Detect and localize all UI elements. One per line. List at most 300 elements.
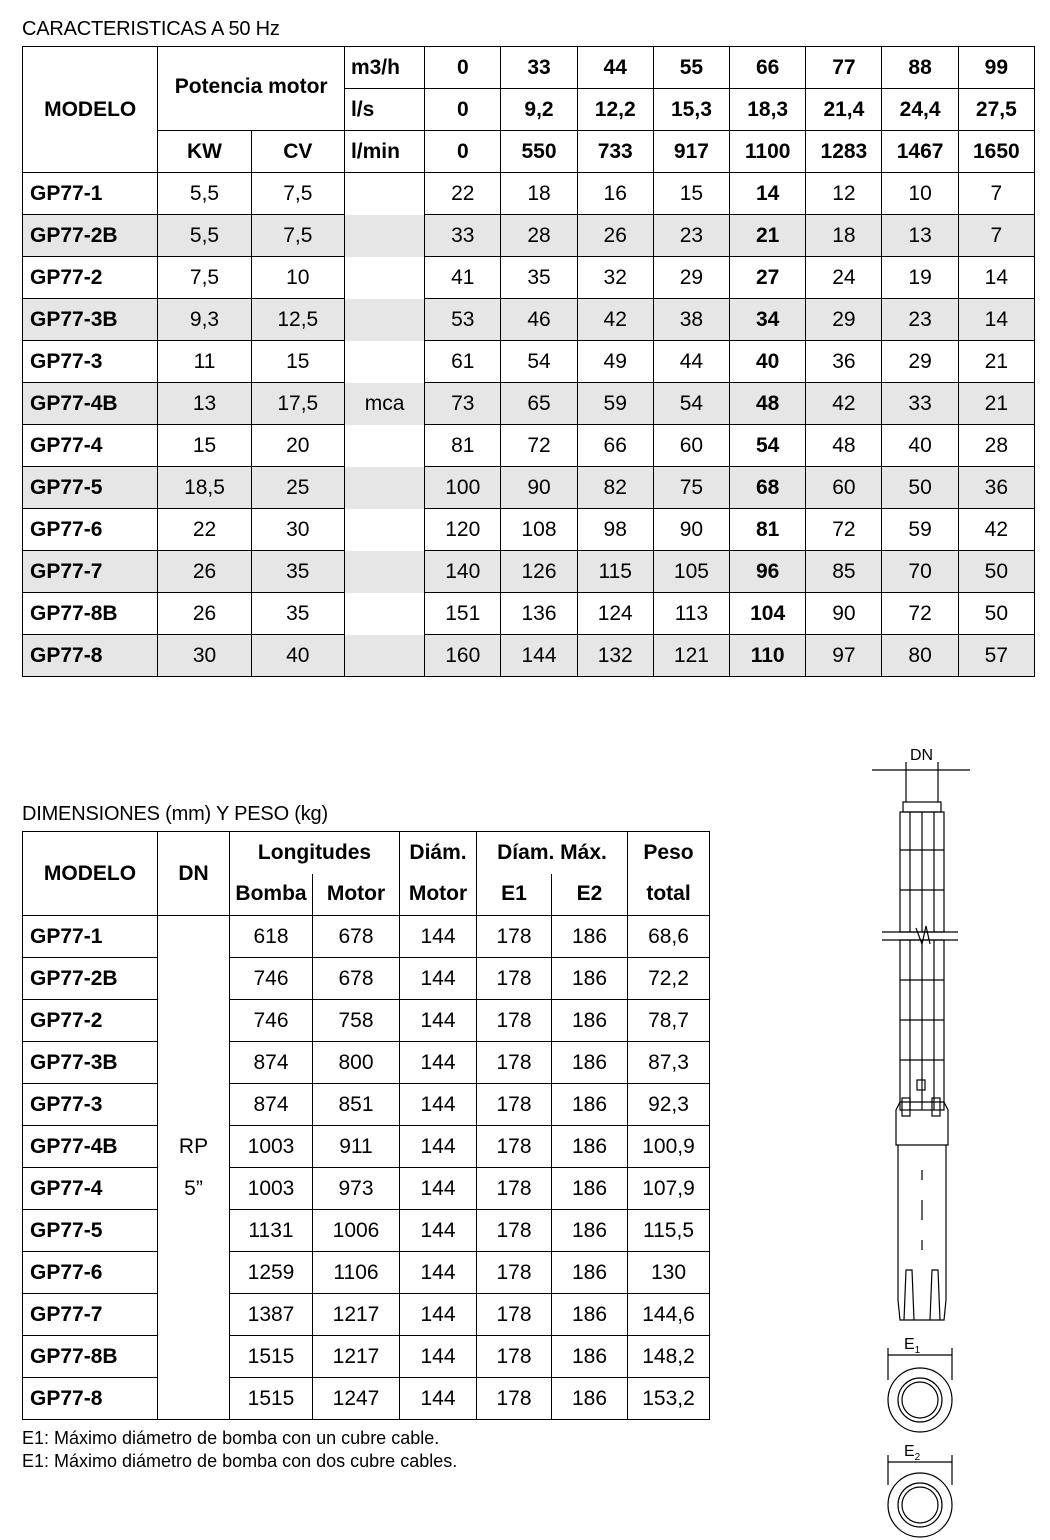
table-row — [23, 299, 1035, 341]
header-flow-m3h: 44 — [577, 47, 653, 89]
bomba-cell: 746 — [230, 1000, 313, 1042]
head-value-cell: 27 — [730, 257, 806, 299]
motor-cell: 973 — [313, 1168, 400, 1210]
header-dn: DN — [158, 832, 230, 916]
head-value-cell: 96 — [730, 551, 806, 593]
cv-cell: 30 — [251, 509, 344, 551]
model-cell: GP77-2B — [23, 958, 158, 1000]
cv-cell: 35 — [251, 551, 344, 593]
head-value-cell: 124 — [577, 593, 653, 635]
header-longitudes: Longitudes — [230, 832, 400, 874]
peso-cell: 115,5 — [628, 1210, 710, 1252]
e1-cell: 178 — [477, 1042, 552, 1084]
head-value-cell: 23 — [882, 299, 958, 341]
table-row — [23, 593, 1035, 635]
head-value-cell: 12 — [806, 173, 882, 215]
head-unit-cell — [344, 173, 424, 215]
diam-cell: 144 — [400, 1168, 477, 1210]
dn-cell: 5” — [158, 1168, 230, 1210]
table-row — [23, 1378, 710, 1420]
model-cell: GP77-4 — [23, 1168, 158, 1210]
head-unit-cell: mca — [344, 383, 424, 425]
model-cell: GP77-2 — [23, 1000, 158, 1042]
table-row — [23, 1042, 710, 1084]
table-row — [23, 958, 710, 1000]
head-value-cell: 49 — [577, 341, 653, 383]
kw-cell: 9,3 — [158, 299, 251, 341]
head-value-cell: 82 — [577, 467, 653, 509]
head-value-cell: 85 — [806, 551, 882, 593]
head-value-cell: 97 — [806, 635, 882, 677]
head-value-cell: 10 — [882, 173, 958, 215]
kw-cell: 18,5 — [158, 467, 251, 509]
peso-cell: 87,3 — [628, 1042, 710, 1084]
header-flow-lmin: 917 — [653, 131, 729, 173]
table-row — [23, 173, 1035, 215]
bomba-cell: 1515 — [230, 1336, 313, 1378]
head-value-cell: 115 — [577, 551, 653, 593]
model-cell: GP77-8B — [23, 1336, 158, 1378]
e1-cell: 178 — [477, 1210, 552, 1252]
head-value-cell: 33 — [882, 383, 958, 425]
e2-cell: 186 — [552, 1084, 628, 1126]
model-cell: GP77-5 — [23, 1210, 158, 1252]
cv-cell: 20 — [251, 425, 344, 467]
model-cell: GP77-2 — [23, 257, 158, 299]
bomba-cell: 618 — [230, 916, 313, 958]
head-value-cell: 22 — [425, 173, 501, 215]
head-value-cell: 7 — [958, 173, 1034, 215]
header-kw: KW — [158, 131, 251, 173]
diam-cell: 144 — [400, 1210, 477, 1252]
head-value-cell: 60 — [653, 425, 729, 467]
table-row — [23, 551, 1035, 593]
kw-cell: 13 — [158, 383, 251, 425]
head-value-cell: 98 — [577, 509, 653, 551]
model-cell: GP77-7 — [23, 1294, 158, 1336]
header-cv: CV — [251, 131, 344, 173]
peso-cell: 68,6 — [628, 916, 710, 958]
e2-cell: 186 — [552, 916, 628, 958]
dn-cell — [158, 1000, 230, 1042]
header-e1: E1 — [477, 874, 552, 916]
bomba-cell: 874 — [230, 1042, 313, 1084]
head-value-cell: 18 — [806, 215, 882, 257]
kw-cell: 26 — [158, 593, 251, 635]
motor-cell: 1247 — [313, 1378, 400, 1420]
header-potencia: Potencia motor — [158, 47, 345, 131]
e1-cell: 178 — [477, 1000, 552, 1042]
head-value-cell: 42 — [577, 299, 653, 341]
table-row — [23, 257, 1035, 299]
kw-cell: 5,5 — [158, 173, 251, 215]
peso-cell: 153,2 — [628, 1378, 710, 1420]
bomba-cell: 1003 — [230, 1126, 313, 1168]
head-value-cell: 42 — [806, 383, 882, 425]
motor-cell: 1217 — [313, 1294, 400, 1336]
head-value-cell: 80 — [882, 635, 958, 677]
note-e1: E1: Máximo diámetro de bomba con un cubre cable. — [22, 1428, 440, 1448]
e1-cell: 178 — [477, 1252, 552, 1294]
header-flow-m3h: 99 — [958, 47, 1034, 89]
characteristics-table — [22, 46, 1035, 677]
break-symbol — [916, 926, 930, 944]
model-cell: GP77-3B — [23, 1042, 158, 1084]
header-flow-ls: 0 — [425, 89, 501, 131]
head-value-cell: 21 — [958, 341, 1034, 383]
e1-cell: 178 — [477, 1336, 552, 1378]
diam-cell: 144 — [400, 1126, 477, 1168]
header-flow-ls: 18,3 — [730, 89, 806, 131]
head-value-cell: 160 — [425, 635, 501, 677]
diam-cell: 144 — [400, 1000, 477, 1042]
peso-cell: 72,2 — [628, 958, 710, 1000]
head-value-cell: 110 — [730, 635, 806, 677]
e2-label: $E_2$ — [904, 1443, 921, 1463]
head-value-cell: 65 — [501, 383, 577, 425]
peso-cell: 107,9 — [628, 1168, 710, 1210]
head-value-cell: 81 — [425, 425, 501, 467]
e2-cell: 186 — [552, 1336, 628, 1378]
head-unit-cell — [344, 299, 424, 341]
header-flow-ls: 9,2 — [501, 89, 577, 131]
bomba-cell: 874 — [230, 1084, 313, 1126]
motor-cell: 1106 — [313, 1252, 400, 1294]
e1-cell: 178 — [477, 1294, 552, 1336]
head-value-cell: 34 — [730, 299, 806, 341]
diam-cell: 144 — [400, 1042, 477, 1084]
head-value-cell: 90 — [501, 467, 577, 509]
model-cell: GP77-3 — [23, 341, 158, 383]
head-value-cell: 61 — [425, 341, 501, 383]
head-value-cell: 23 — [653, 215, 729, 257]
diam-cell: 144 — [400, 1336, 477, 1378]
model-cell: GP77-8B — [23, 593, 158, 635]
pump-drawing — [860, 740, 980, 1540]
dimensions-title: DIMENSIONES (mm) Y PESO (kg) — [22, 803, 328, 825]
head-value-cell: 136 — [501, 593, 577, 635]
head-value-cell: 50 — [882, 467, 958, 509]
head-value-cell: 14 — [958, 299, 1034, 341]
header-diam: Diám. — [400, 832, 477, 874]
head-value-cell: 48 — [730, 383, 806, 425]
head-unit-cell — [344, 341, 424, 383]
header-modelo: MODELO — [23, 832, 158, 916]
head-value-cell: 126 — [501, 551, 577, 593]
table-row — [23, 1000, 710, 1042]
head-value-cell: 75 — [653, 467, 729, 509]
head-value-cell: 41 — [425, 257, 501, 299]
kw-cell: 30 — [158, 635, 251, 677]
bomba-cell: 1259 — [230, 1252, 313, 1294]
head-value-cell: 36 — [958, 467, 1034, 509]
head-value-cell: 132 — [577, 635, 653, 677]
head-value-cell: 57 — [958, 635, 1034, 677]
dn-cell — [158, 1210, 230, 1252]
motor-foot-left — [904, 1270, 914, 1320]
header-flow-m3h: 77 — [806, 47, 882, 89]
head-value-cell: 72 — [882, 593, 958, 635]
header-flow-m3h: 0 — [425, 47, 501, 89]
head-value-cell: 60 — [806, 467, 882, 509]
e2-cell: 186 — [552, 958, 628, 1000]
head-value-cell: 81 — [730, 509, 806, 551]
model-cell: GP77-8 — [23, 1378, 158, 1420]
table-row — [23, 467, 1035, 509]
table-row — [23, 916, 710, 958]
model-cell: GP77-2B — [23, 215, 158, 257]
head-value-cell: 59 — [882, 509, 958, 551]
header-peso: Peso — [628, 832, 710, 874]
kw-cell: 15 — [158, 425, 251, 467]
head-value-cell: 144 — [501, 635, 577, 677]
table-row — [23, 1168, 710, 1210]
head-value-cell: 48 — [806, 425, 882, 467]
head-value-cell: 59 — [577, 383, 653, 425]
motor-cell: 678 — [313, 958, 400, 1000]
header-bomba: Bomba — [230, 874, 313, 916]
cv-cell: 12,5 — [251, 299, 344, 341]
header-flow-ls: 21,4 — [806, 89, 882, 131]
e1-label: $E_1$ — [904, 1336, 921, 1356]
model-cell: GP77-4B — [23, 383, 158, 425]
kw-cell: 26 — [158, 551, 251, 593]
cv-cell: 7,5 — [251, 173, 344, 215]
head-value-cell: 36 — [806, 341, 882, 383]
head-unit-cell — [344, 425, 424, 467]
e2-cell: 186 — [552, 1210, 628, 1252]
header-total: total — [628, 874, 710, 916]
header-modelo: MODELO — [23, 47, 158, 173]
head-value-cell: 28 — [501, 215, 577, 257]
head-value-cell: 33 — [425, 215, 501, 257]
peso-cell: 148,2 — [628, 1336, 710, 1378]
head-value-cell: 29 — [806, 299, 882, 341]
head-value-cell: 151 — [425, 593, 501, 635]
header-flow-m3h: 88 — [882, 47, 958, 89]
dn-cell — [158, 1084, 230, 1126]
kw-cell: 7,5 — [158, 257, 251, 299]
head-unit-cell — [344, 509, 424, 551]
e1-cell: 178 — [477, 1126, 552, 1168]
table-row — [23, 215, 1035, 257]
head-value-cell: 72 — [501, 425, 577, 467]
cv-cell: 25 — [251, 467, 344, 509]
header-flow-ls: 12,2 — [577, 89, 653, 131]
diam-cell: 144 — [400, 1294, 477, 1336]
e2-cell: 186 — [552, 1378, 628, 1420]
bomba-cell: 1003 — [230, 1168, 313, 1210]
head-value-cell: 104 — [730, 593, 806, 635]
head-value-cell: 53 — [425, 299, 501, 341]
model-cell: GP77-4B — [23, 1126, 158, 1168]
head-value-cell: 7 — [958, 215, 1034, 257]
cv-cell: 15 — [251, 341, 344, 383]
e1-cell: 178 — [477, 958, 552, 1000]
dn-cell: RP — [158, 1126, 230, 1168]
model-cell: GP77-4 — [23, 425, 158, 467]
head-value-cell: 26 — [577, 215, 653, 257]
cv-cell: 17,5 — [251, 383, 344, 425]
head-value-cell: 108 — [501, 509, 577, 551]
head-value-cell: 73 — [425, 383, 501, 425]
cv-cell: 10 — [251, 257, 344, 299]
head-value-cell: 14 — [958, 257, 1034, 299]
motor-cell: 800 — [313, 1042, 400, 1084]
header-unit-ls: l/s — [344, 89, 424, 131]
header-unit-m3h: m3/h — [344, 47, 424, 89]
table-row — [23, 1084, 710, 1126]
head-value-cell: 50 — [958, 593, 1034, 635]
head-value-cell: 54 — [730, 425, 806, 467]
kw-cell: 5,5 — [158, 215, 251, 257]
head-unit-cell — [344, 257, 424, 299]
cv-cell: 40 — [251, 635, 344, 677]
kw-cell: 22 — [158, 509, 251, 551]
table-row — [23, 635, 1035, 677]
dn-cell — [158, 1336, 230, 1378]
header-flow-lmin: 1283 — [806, 131, 882, 173]
model-cell: GP77-7 — [23, 551, 158, 593]
motor-cell: 758 — [313, 1000, 400, 1042]
model-cell: GP77-1 — [23, 173, 158, 215]
head-value-cell: 140 — [425, 551, 501, 593]
head-value-cell: 14 — [730, 173, 806, 215]
dn-label: DN — [910, 747, 934, 764]
cv-cell: 7,5 — [251, 215, 344, 257]
model-cell: GP77-8 — [23, 635, 158, 677]
head-value-cell: 70 — [882, 551, 958, 593]
header-flow-lmin: 1100 — [730, 131, 806, 173]
header-flow-m3h: 66 — [730, 47, 806, 89]
pump-outlet — [903, 802, 941, 812]
head-value-cell: 28 — [958, 425, 1034, 467]
motor-cell: 911 — [313, 1126, 400, 1168]
header-flow-lmin: 550 — [501, 131, 577, 173]
header-flow-ls: 15,3 — [653, 89, 729, 131]
table-row — [23, 509, 1035, 551]
e2-cell: 186 — [552, 1042, 628, 1084]
header-diam-motor: Motor — [400, 874, 477, 916]
head-value-cell: 100 — [425, 467, 501, 509]
header-e2: E2 — [552, 874, 628, 916]
head-value-cell: 90 — [806, 593, 882, 635]
head-value-cell: 21 — [730, 215, 806, 257]
head-value-cell: 24 — [806, 257, 882, 299]
head-value-cell: 15 — [653, 173, 729, 215]
table-row — [23, 1252, 710, 1294]
header-flow-lmin: 0 — [425, 131, 501, 173]
head-value-cell: 35 — [501, 257, 577, 299]
model-cell: GP77-3B — [23, 299, 158, 341]
cv-cell: 35 — [251, 593, 344, 635]
header-flow-lmin: 1467 — [882, 131, 958, 173]
head-unit-cell — [344, 635, 424, 677]
e1-cell: 178 — [477, 916, 552, 958]
peso-cell: 144,6 — [628, 1294, 710, 1336]
header-diam-max: Díam. Máx. — [477, 832, 628, 874]
table-row — [23, 1210, 710, 1252]
table-row — [23, 1336, 710, 1378]
header-flow-m3h: 33 — [501, 47, 577, 89]
head-value-cell: 44 — [653, 341, 729, 383]
motor-foot-right — [930, 1270, 940, 1320]
head-unit-cell — [344, 551, 424, 593]
head-value-cell: 54 — [501, 341, 577, 383]
diam-cell: 144 — [400, 1252, 477, 1294]
head-value-cell: 42 — [958, 509, 1034, 551]
header-flow-lmin: 1650 — [958, 131, 1034, 173]
head-value-cell: 72 — [806, 509, 882, 551]
head-value-cell: 16 — [577, 173, 653, 215]
peso-cell: 130 — [628, 1252, 710, 1294]
head-value-cell: 40 — [730, 341, 806, 383]
bomba-cell: 1515 — [230, 1378, 313, 1420]
head-value-cell: 19 — [882, 257, 958, 299]
diam-cell: 144 — [400, 1084, 477, 1126]
kw-cell: 11 — [158, 341, 251, 383]
header-unit-lmin: l/min — [344, 131, 424, 173]
head-value-cell: 29 — [882, 341, 958, 383]
dimensions-table — [22, 831, 710, 1420]
peso-cell: 78,7 — [628, 1000, 710, 1042]
characteristics-title: CARACTERISTICAS A 50 Hz — [22, 18, 280, 40]
bomba-cell: 746 — [230, 958, 313, 1000]
dn-cell — [158, 916, 230, 958]
head-value-cell: 68 — [730, 467, 806, 509]
head-value-cell: 54 — [653, 383, 729, 425]
table-row — [23, 1126, 710, 1168]
head-value-cell: 18 — [501, 173, 577, 215]
head-value-cell: 40 — [882, 425, 958, 467]
header-flow-ls: 24,4 — [882, 89, 958, 131]
head-value-cell: 38 — [653, 299, 729, 341]
e2-cell: 186 — [552, 1252, 628, 1294]
header-flow-m3h: 55 — [653, 47, 729, 89]
diam-cell: 144 — [400, 1378, 477, 1420]
dn-cell — [158, 1378, 230, 1420]
dn-cell — [158, 1294, 230, 1336]
model-cell: GP77-6 — [23, 1252, 158, 1294]
table-row — [23, 383, 1035, 425]
head-value-cell: 120 — [425, 509, 501, 551]
head-value-cell: 113 — [653, 593, 729, 635]
head-value-cell: 90 — [653, 509, 729, 551]
peso-cell: 92,3 — [628, 1084, 710, 1126]
diam-cell: 144 — [400, 958, 477, 1000]
head-value-cell: 21 — [958, 383, 1034, 425]
head-unit-cell — [344, 467, 424, 509]
table-row — [23, 341, 1035, 383]
e1-cell: 178 — [477, 1168, 552, 1210]
header-motor: Motor — [313, 874, 400, 916]
head-value-cell: 105 — [653, 551, 729, 593]
table-row — [23, 1294, 710, 1336]
dn-cell — [158, 958, 230, 1000]
head-value-cell: 29 — [653, 257, 729, 299]
bomba-cell: 1131 — [230, 1210, 313, 1252]
dn-cell — [158, 1252, 230, 1294]
dn-cell — [158, 1042, 230, 1084]
header-flow-lmin: 733 — [577, 131, 653, 173]
head-value-cell: 121 — [653, 635, 729, 677]
model-cell: GP77-5 — [23, 467, 158, 509]
motor-cell: 678 — [313, 916, 400, 958]
head-value-cell: 50 — [958, 551, 1034, 593]
head-unit-cell — [344, 215, 424, 257]
e2-cell: 186 — [552, 1294, 628, 1336]
head-value-cell: 32 — [577, 257, 653, 299]
